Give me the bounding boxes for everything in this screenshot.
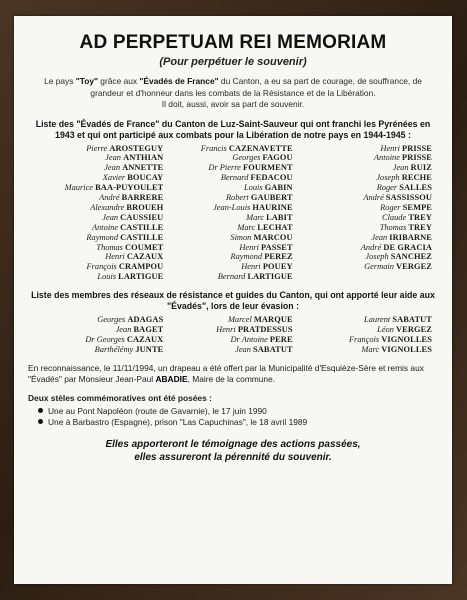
last-name: SEMPE — [402, 202, 432, 212]
last-name: TREY — [408, 222, 432, 232]
last-name: VIGNOLLES — [381, 344, 432, 354]
memorial-plaque — [14, 16, 452, 584]
last-name: PASSET — [261, 242, 293, 252]
first-name: André — [360, 242, 384, 252]
person-name — [169, 252, 300, 262]
first-name: Antoine — [92, 222, 121, 232]
person-name — [169, 153, 300, 163]
stele-item — [38, 406, 438, 417]
person-name — [169, 144, 300, 154]
recognition-mayor-name: ABADIE — [155, 373, 188, 384]
last-name: VERGEZ — [396, 262, 432, 272]
steles-section — [28, 393, 438, 428]
first-name: Germain — [364, 262, 396, 272]
recognition-text-2: , Maire de la commune. — [187, 373, 276, 384]
person-name — [307, 183, 438, 193]
person-name — [307, 325, 438, 335]
last-name: FAGOU — [262, 153, 293, 163]
intro-toy: "Toy" — [75, 76, 98, 86]
person-name — [32, 315, 163, 325]
intro-text-3: du Canton, a eu sa part de courage, de souffrance, de grandeur et d'honneur dans les combats de la Résistance et de la Libération. — [90, 76, 422, 98]
first-name: Henri — [239, 242, 262, 252]
person-name — [169, 243, 300, 253]
person-name — [32, 163, 163, 173]
evades-names-list — [32, 144, 438, 283]
person-name — [169, 335, 300, 345]
person-name — [169, 272, 300, 282]
last-name: ANNETTE — [122, 163, 164, 173]
first-name: Alexandre — [90, 202, 127, 212]
intro-evades: "Évadés de France" — [139, 76, 219, 86]
first-name: Dr Pierre — [208, 163, 243, 173]
person-name — [307, 335, 438, 345]
last-name: MARCOU — [253, 232, 293, 242]
first-name: Joseph — [365, 252, 391, 262]
last-name: CAZENAVETTE — [228, 143, 293, 153]
last-name: BOUCAY — [127, 173, 164, 183]
last-name: BROUEH — [126, 202, 164, 212]
last-name: LARTIGUE — [118, 272, 164, 282]
first-name: Maurice — [64, 183, 96, 193]
first-name: Louis — [97, 272, 119, 282]
last-name: CAUSSIEU — [120, 212, 164, 222]
person-name — [169, 325, 300, 335]
bullet-icon — [38, 419, 43, 424]
intro-paragraph — [28, 76, 438, 111]
last-name: PRISSE — [402, 143, 432, 153]
intro-text-1: Le pays — [44, 76, 76, 86]
person-name — [169, 223, 300, 233]
person-name — [32, 144, 163, 154]
first-name: Jean — [104, 163, 123, 173]
person-name — [307, 223, 438, 233]
first-name: Georges — [97, 315, 128, 325]
last-name: AROSTEGUY — [109, 143, 164, 153]
first-name: Bernard — [217, 272, 248, 282]
person-name — [307, 193, 438, 203]
first-name: Marc — [237, 222, 258, 232]
person-name — [307, 203, 438, 213]
first-name: Marcel — [227, 315, 254, 325]
first-name: Claude — [382, 212, 409, 222]
plaque-subtitle: (Pour perpétuer le souvenir) — [159, 56, 307, 68]
bullet-icon — [38, 408, 43, 413]
last-name: HAURINE — [252, 202, 293, 212]
last-name: GABIN — [264, 183, 293, 193]
last-name: ADAGAS — [127, 315, 164, 325]
last-name: FEDACOU — [250, 173, 293, 183]
last-name: BAA-PUYOULET — [95, 183, 164, 193]
first-name: Marc — [246, 212, 267, 222]
first-name: Jean — [392, 163, 411, 173]
first-name: Jean-Louis — [213, 202, 253, 212]
last-name: RUIZ — [410, 163, 432, 173]
recognition-paragraph — [28, 363, 438, 385]
first-name: Laurent — [364, 315, 393, 325]
last-name: BARRERE — [121, 193, 164, 203]
last-name: DE GRACIA — [383, 242, 432, 252]
first-name: Francis — [200, 143, 229, 153]
last-name: JUNTE — [135, 344, 164, 354]
person-name — [32, 213, 163, 223]
first-name: Léon — [377, 325, 396, 335]
last-name: CASTILLE — [120, 232, 164, 242]
person-name — [169, 345, 300, 355]
last-name: RECHE — [401, 173, 432, 183]
first-name: Xavier — [102, 173, 128, 183]
person-name — [307, 163, 438, 173]
first-name: Henri — [216, 325, 238, 335]
person-name — [169, 163, 300, 173]
first-name: Joseph — [376, 173, 402, 183]
last-name: PEREZ — [264, 252, 293, 262]
person-name — [32, 203, 163, 213]
list1-heading: Liste des "Évadés de France" du Canton de Luz-Saint-Sauveur qui ont franchi les Pyrénées en 1943 et qui ont participé aux combats pour la Libération de notre pays en 1944-1945 : — [35, 118, 431, 140]
plaque-title: AD PERPETUAM REI MEMORIAM — [79, 32, 387, 53]
person-name — [169, 183, 300, 193]
first-name: François — [86, 262, 119, 272]
person-name — [307, 144, 438, 154]
last-name: SABATUT — [253, 344, 293, 354]
first-name: Roger — [380, 202, 403, 212]
person-name — [307, 252, 438, 262]
person-name — [307, 213, 438, 223]
last-name: LARTIGUE — [247, 272, 293, 282]
names-column — [32, 144, 163, 283]
first-name: Jean — [371, 232, 390, 242]
person-name — [307, 153, 438, 163]
closing-line-2: elles assureront la pérennité du souvenir. — [134, 451, 332, 463]
person-name — [32, 183, 163, 193]
person-name — [307, 262, 438, 272]
steles-lead: Deux stèles commémoratives ont été posées : — [28, 392, 212, 403]
first-name: Thomas — [379, 222, 409, 232]
first-name: Jean — [105, 153, 124, 163]
last-name: CRAMPOU — [118, 262, 164, 272]
last-name: CAZAUX — [126, 335, 164, 344]
person-name — [307, 345, 438, 355]
person-name — [32, 252, 163, 262]
last-name: GAUBERT — [250, 193, 293, 203]
closing-statement — [28, 438, 438, 464]
first-name: Marc — [361, 344, 382, 354]
first-name: Louis — [243, 183, 265, 193]
person-name — [32, 193, 163, 203]
last-name: PERE — [269, 335, 293, 344]
last-name: CAZAUX — [126, 252, 164, 262]
person-name — [169, 193, 300, 203]
person-name — [169, 203, 300, 213]
last-name: SANCHEZ — [390, 252, 432, 262]
list2-heading: Liste des membres des réseaux de résistance et guides du Canton, qui ont apporté leur aide aux "Évadés", lors de leur évasion : — [31, 290, 435, 312]
person-name — [32, 262, 163, 272]
last-name: MARQUE — [253, 315, 293, 325]
first-name: Henri — [105, 252, 127, 262]
names-column — [169, 315, 300, 355]
last-name: POUEY — [262, 262, 293, 272]
last-name: COUMET — [125, 242, 164, 252]
last-name: SABATUT — [392, 315, 432, 325]
last-name: LABIT — [266, 212, 293, 222]
person-name — [32, 173, 163, 183]
last-name: IRIBARNE — [389, 232, 432, 242]
first-name: Henri — [241, 262, 263, 272]
names-column — [32, 315, 163, 355]
last-name: BAGET — [133, 325, 164, 335]
first-name: Jean — [115, 325, 134, 335]
person-name — [32, 223, 163, 233]
first-name: Barthélémy — [94, 344, 136, 354]
first-name: Simon — [230, 232, 254, 242]
intro-line-2: Il doit, aussi, avoir sa part de souvenir. — [161, 99, 305, 109]
stele-item — [38, 417, 438, 428]
person-name — [169, 173, 300, 183]
last-name: SALLES — [399, 183, 432, 193]
first-name: Pierre — [86, 143, 110, 153]
first-name: Dr Antoine — [230, 335, 270, 344]
last-name: FOURMENT — [243, 163, 293, 173]
person-name — [32, 153, 163, 163]
names-column — [307, 315, 438, 355]
person-name — [32, 345, 163, 355]
stele-item-text: Une au Pont Napoléon (route de Gavarnie), le 17 juin 1990 — [48, 405, 267, 416]
last-name: LECHAT — [257, 222, 293, 232]
person-name — [32, 243, 163, 253]
last-name: VERGEZ — [396, 325, 432, 335]
first-name: Thomas — [96, 242, 126, 252]
last-name: TREY — [408, 212, 432, 222]
first-name: Roger — [376, 183, 400, 193]
person-name — [169, 213, 300, 223]
person-name — [32, 233, 163, 243]
first-name: Robert — [225, 193, 251, 203]
person-name — [32, 335, 163, 345]
names-column — [307, 144, 438, 283]
last-name: PRATDESSUS — [237, 325, 293, 335]
last-name: PRISSE — [402, 153, 432, 163]
first-name: Antoine — [373, 153, 403, 163]
recognition-text-1: En reconnaissance, le 11/11/1994, un drapeau a été offert par la Municipalité d'Esquièze-Sère et remis aux "Évadés" par Monsieur Jean-Paul — [28, 362, 424, 384]
first-name: Bernard — [220, 173, 251, 183]
first-name: André — [363, 193, 386, 203]
first-name: François — [348, 335, 382, 344]
person-name — [307, 173, 438, 183]
stele-item-text: Une à Barbastro (Espagne), prison "Las Capuchinas", le 18 avril 1989 — [48, 416, 308, 427]
first-name: Dr Georges — [85, 335, 127, 344]
names-column — [169, 144, 300, 283]
resistance-names-list — [32, 315, 438, 355]
first-name: Jean — [102, 212, 121, 222]
person-name — [307, 315, 438, 325]
closing-line-1: Elles apporteront le témoignage des actions passées, — [105, 438, 361, 450]
person-name — [169, 315, 300, 325]
intro-text-2: grâce aux — [97, 76, 140, 86]
last-name: CASTILLE — [120, 222, 164, 232]
person-name — [169, 233, 300, 243]
person-name — [32, 272, 163, 282]
person-name — [307, 233, 438, 243]
first-name: Raymond — [86, 232, 121, 242]
first-name: Georges — [232, 153, 263, 163]
person-name — [169, 262, 300, 272]
last-name: ANTHIAN — [123, 153, 164, 163]
person-name — [32, 325, 163, 335]
person-name — [307, 243, 438, 253]
first-name: Jean — [235, 344, 254, 354]
first-name: André — [99, 193, 122, 203]
last-name: SASSISSOU — [385, 193, 432, 203]
first-name: Raymond — [230, 252, 265, 262]
first-name: Henri — [380, 143, 403, 153]
last-name: VIGNOLLES — [381, 335, 432, 344]
